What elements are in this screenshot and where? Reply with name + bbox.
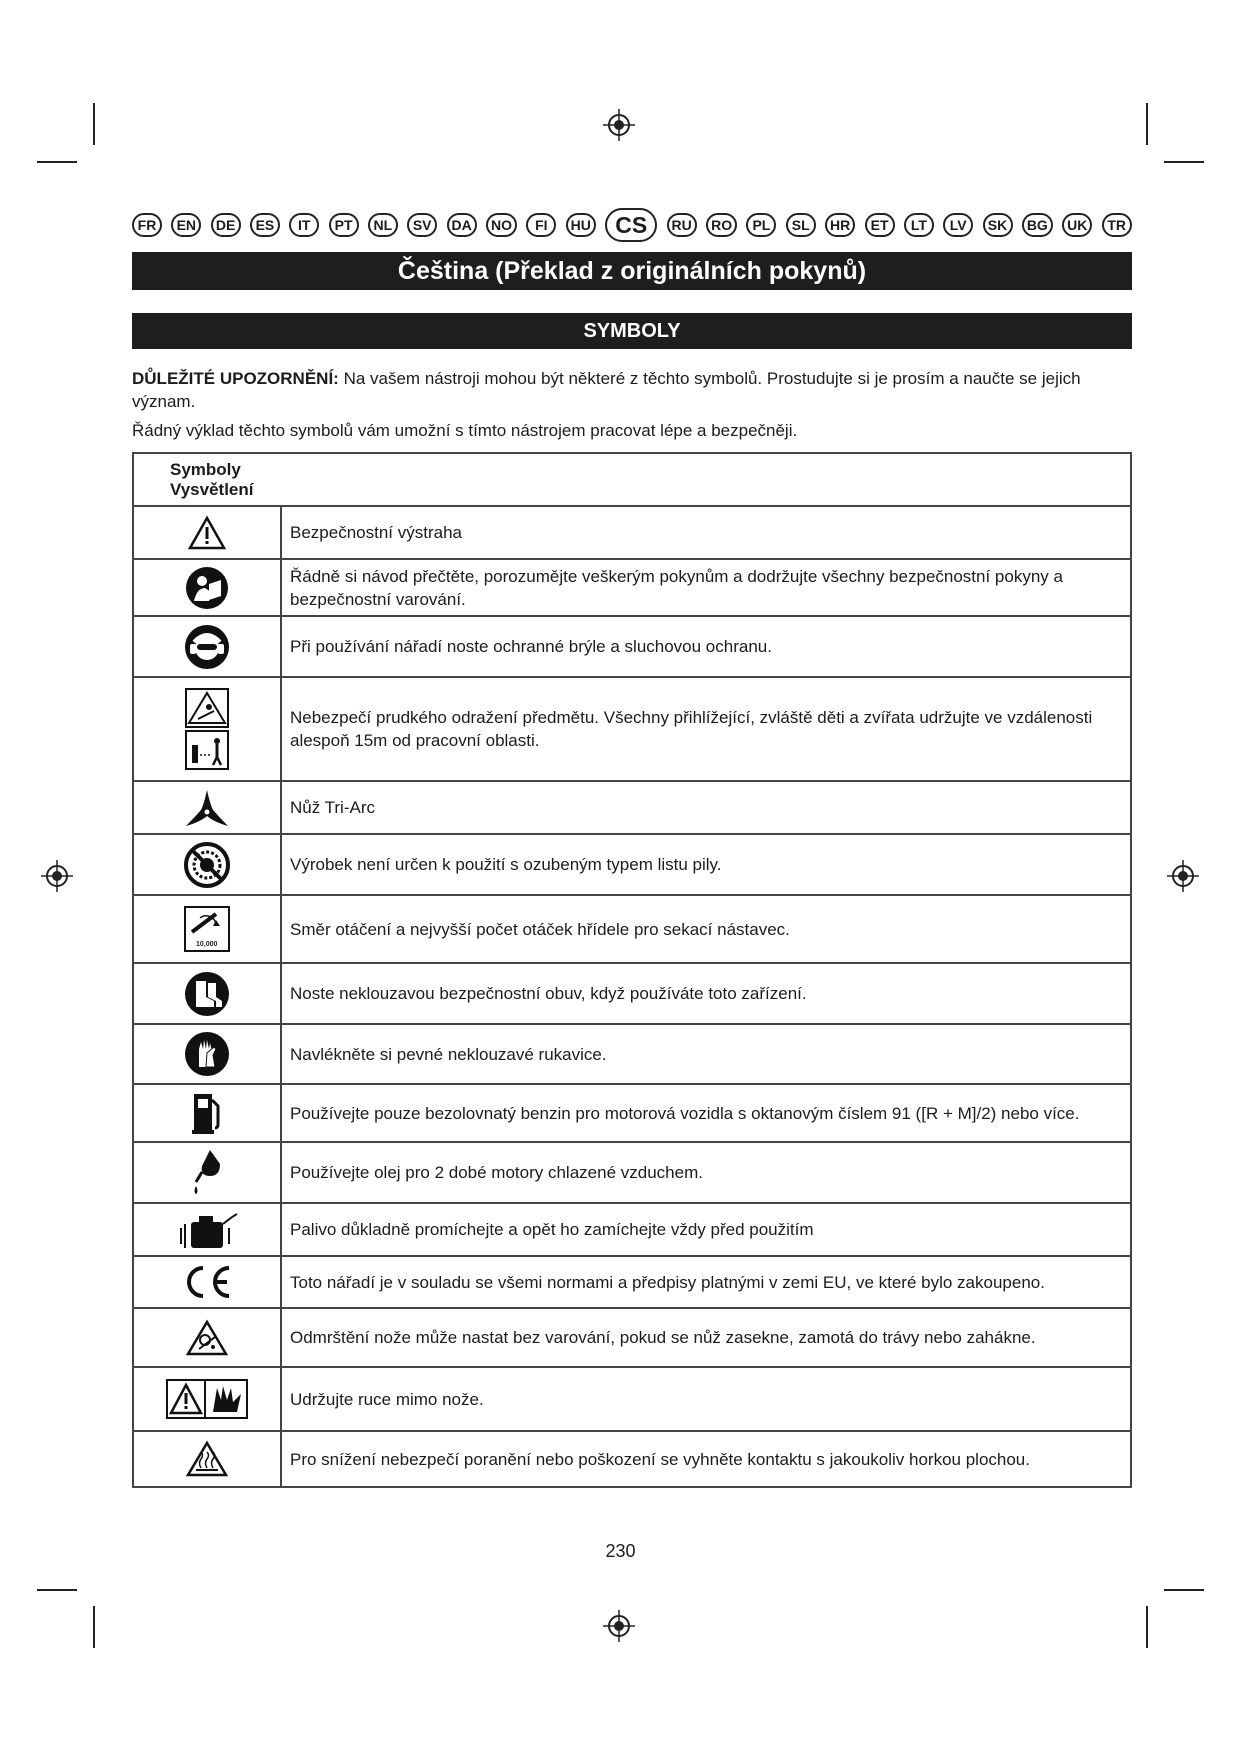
rotation-speed-icon — [184, 906, 230, 952]
table-row — [133, 1308, 1131, 1367]
oil-drop-icon — [190, 1148, 224, 1198]
intro-label: DŮLEŽITÉ UPOZORNĚNÍ: — [132, 369, 339, 388]
lang-tab-de: DE — [211, 213, 241, 237]
table-row — [133, 895, 1131, 963]
icon-cell — [133, 834, 281, 895]
table-row — [133, 1084, 1131, 1142]
rotation-speed-label: 10,000 — [196, 941, 218, 948]
lang-tab-fr: FR — [132, 213, 162, 237]
registration-mark-icon — [603, 1610, 635, 1642]
safety-boots-icon — [184, 971, 230, 1017]
crop-mark — [37, 1589, 77, 1591]
row-text: Toto nářadí je v souladu se všemi normami a předpisy platnými v zemi EU, ve které bylo zakoupeno. — [281, 1256, 1131, 1308]
no-saw-blade-icon — [184, 842, 230, 888]
crop-mark — [1164, 161, 1204, 163]
registration-mark-icon — [603, 109, 635, 141]
lang-tab-uk: UK — [1062, 213, 1092, 237]
intro-line-2: Řádný výklad těchto symbolů vám umožní s tímto nástrojem pracovat lépe a bezpečněji. — [132, 421, 798, 440]
intro-text: Na vašem nástroji mohou být některé z těchto symbolů. Prostudujte si je prosím a naučte se jejich význam. — [132, 369, 1081, 411]
keep-hands-away-icon — [165, 1378, 249, 1420]
row-text: Používejte olej pro 2 dobé motory chlazené vzduchem. — [281, 1142, 1131, 1203]
icon-cell — [133, 1431, 281, 1487]
crop-mark — [1146, 1606, 1148, 1648]
icon-cell — [133, 1367, 281, 1431]
lang-tab-pt: PT — [329, 213, 359, 237]
icon-cell — [133, 1256, 281, 1308]
lang-tab-hu: HU — [566, 213, 596, 237]
table-header-row — [133, 453, 1131, 506]
lang-tab-fi: FI — [526, 213, 556, 237]
table-row — [133, 559, 1131, 616]
hot-surface-icon — [185, 1440, 229, 1478]
icon-cell — [133, 1308, 281, 1367]
crop-mark — [37, 161, 77, 163]
symbols-table — [132, 452, 1132, 1488]
table-row — [133, 1431, 1131, 1487]
warning-triangle-icon — [187, 515, 227, 551]
lang-tab-es: ES — [250, 213, 280, 237]
icon-cell — [133, 781, 281, 834]
icon-cell — [133, 963, 281, 1024]
icon-cell — [133, 1203, 281, 1256]
row-text: Bezpečnostní výstraha — [281, 506, 1131, 559]
table-row — [133, 963, 1131, 1024]
row-text: Noste neklouzavou bezpečnostní obuv, když používáte toto zařízení. — [281, 963, 1131, 1024]
lang-tab-lt: LT — [904, 213, 934, 237]
table-row — [133, 1256, 1131, 1308]
row-text: Nůž Tri-Arc — [281, 781, 1131, 834]
blade-thrust-icon — [185, 1319, 229, 1357]
lang-tab-tr: TR — [1102, 213, 1132, 237]
lang-tab-ro: RO — [706, 213, 737, 237]
icon-cell — [133, 895, 281, 963]
table-row — [133, 781, 1131, 834]
header-empty-cell — [281, 453, 1131, 506]
lang-tab-pl: PL — [746, 213, 776, 237]
thrown-objects-distance-icon — [184, 687, 230, 771]
gloves-icon — [184, 1031, 230, 1077]
page-title: Čeština (Překlad z originálních pokynů) — [132, 252, 1132, 290]
row-text: Palivo důkladně promíchejte a opět ho zamíchejte vždy před použitím — [281, 1203, 1131, 1256]
row-text: Pro snížení nebezpečí poranění nebo poškození se vyhněte kontaktu s jakoukoliv horkou plochou. — [281, 1431, 1131, 1487]
registration-mark-icon — [41, 860, 73, 892]
registration-mark-icon — [1167, 860, 1199, 892]
lang-tab-ru: RU — [667, 213, 697, 237]
lang-tab-lv: LV — [943, 213, 973, 237]
header-cell — [133, 453, 281, 506]
lang-tab-da: DA — [447, 213, 477, 237]
read-manual-icon — [185, 566, 229, 610]
lang-tab-sl: SL — [786, 213, 816, 237]
row-text: Udržujte ruce mimo nože. — [281, 1367, 1131, 1431]
lang-tab-sk: SK — [983, 213, 1013, 237]
icon-cell — [133, 1142, 281, 1203]
row-text: Výrobek není určen k použití s ozubeným typem listu pily. — [281, 834, 1131, 895]
lang-tab-cs-active: CS — [605, 208, 657, 242]
crop-mark — [93, 103, 95, 145]
table-row — [133, 677, 1131, 781]
crop-mark — [1164, 1589, 1204, 1591]
icon-cell — [133, 1024, 281, 1084]
rotation-arrow-icon — [186, 908, 228, 938]
row-text: Při používání nářadí noste ochranné brýle a sluchovou ochranu. — [281, 616, 1131, 677]
header-explanation: Vysvětlení — [170, 479, 254, 499]
eye-ear-protection-icon — [184, 624, 230, 670]
crop-mark — [1146, 103, 1148, 145]
table-row — [133, 834, 1131, 895]
lang-tab-bg: BG — [1022, 213, 1053, 237]
lang-tab-it: IT — [289, 213, 319, 237]
icon-cell — [133, 1084, 281, 1142]
lang-tab-hr: HR — [825, 213, 855, 237]
intro-paragraph — [132, 367, 1132, 413]
ce-mark-icon — [179, 1262, 235, 1302]
table-row — [133, 1142, 1131, 1203]
crop-mark — [93, 1606, 95, 1648]
language-tabs — [132, 205, 1132, 245]
table-row — [133, 616, 1131, 677]
fuel-pump-icon — [190, 1090, 224, 1136]
lang-tab-et: ET — [865, 213, 895, 237]
lang-tab-no: NO — [486, 213, 517, 237]
lang-tab-sv: SV — [407, 213, 437, 237]
row-text: Řádně si návod přečtěte, porozumějte veškerým pokynům a dodržujte všechny bezpečnostní pokyny a bezpečnostní varování. — [281, 559, 1131, 616]
table-row — [133, 1367, 1131, 1431]
table-row — [133, 1203, 1131, 1256]
table-row — [133, 506, 1131, 559]
mix-fuel-icon — [175, 1210, 239, 1250]
lang-tab-nl: NL — [368, 213, 398, 237]
icon-cell — [133, 559, 281, 616]
icon-cell — [133, 677, 281, 781]
icon-cell — [133, 616, 281, 677]
row-text: Odmrštění nože může nastat bez varování, pokud se nůž zasekne, zamotá do trávy nebo zahákne. — [281, 1308, 1131, 1367]
icon-cell — [133, 506, 281, 559]
row-text: Směr otáčení a nejvyšší počet otáček hřídele pro sekací nástavec. — [281, 895, 1131, 963]
row-text: Používejte pouze bezolovnatý benzin pro motorová vozidla s oktanovým číslem 91 ([R + M]/2) nebo více. — [281, 1084, 1131, 1142]
lang-tab-en: EN — [171, 213, 201, 237]
tri-arc-blade-icon — [184, 788, 230, 828]
row-text: Nebezpečí prudkého odražení předmětu. Všechny přihlížející, zvláště děti a zvířata udržujte ve vzdálenosti alespoň 15m od pracovní oblasti. — [281, 677, 1131, 781]
row-text: Navlékněte si pevné neklouzavé rukavice. — [281, 1024, 1131, 1084]
table-row — [133, 1024, 1131, 1084]
section-title: SYMBOLY — [132, 313, 1132, 349]
page-number: 230 — [605, 1541, 636, 1561]
header-symbols: Symboly — [170, 459, 241, 479]
